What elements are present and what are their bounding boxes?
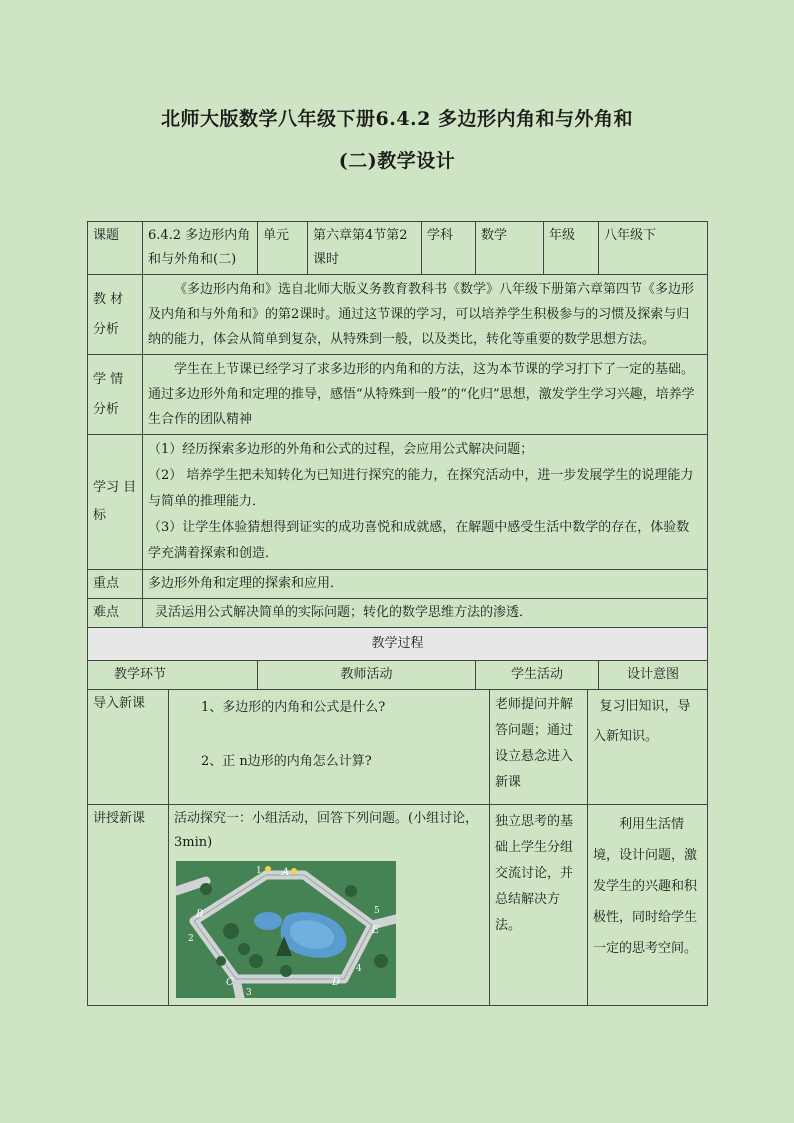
column-intent: 设计意图 xyxy=(599,661,708,690)
map-point-label: E xyxy=(372,925,380,936)
process-columns-row xyxy=(88,661,708,690)
teacher-teaching xyxy=(169,805,490,1006)
course-label: 课题 xyxy=(88,222,143,275)
difficulty-row xyxy=(88,599,708,628)
teacher-intro xyxy=(169,690,490,805)
column-student: 学生活动 xyxy=(476,661,599,690)
intent-intro: 复习旧知识，导入新知识。 xyxy=(588,690,708,805)
student-teaching: 独立思考的基础上学生分组交流讨论，并总结解决方法。 xyxy=(490,805,588,1006)
key-point-label: 重点 xyxy=(88,570,143,599)
stage-intro: 导入新课 xyxy=(88,690,169,805)
subject-label: 学科 xyxy=(422,222,476,275)
activity-text: 活动探究一：小组活动，回答下列问题。(小组讨论，3min) xyxy=(174,811,479,850)
document-title-line2: (二)教学设计 xyxy=(338,150,456,172)
lesson-plan-table xyxy=(87,221,708,690)
map-point-label: D xyxy=(332,977,341,988)
map-number-label: 1 xyxy=(256,866,262,876)
grade-label: 年级 xyxy=(544,222,599,275)
student-analysis-row xyxy=(88,355,708,435)
difficulty-label: 难点 xyxy=(88,599,143,628)
map-number-label: 3 xyxy=(246,988,252,998)
park-map-image xyxy=(176,861,396,998)
map-point-label: B xyxy=(196,909,204,920)
process-row-intro xyxy=(88,690,708,805)
intent-teaching: 利用生活情境，设计问题，激发学生的兴趣和积极性，同时给学生一定的思考空间。 xyxy=(588,805,708,1006)
teacher-question: 2、正 n边形的内角怎么计算? xyxy=(201,754,372,769)
textbook-analysis-row xyxy=(88,275,708,355)
map-point-label: A xyxy=(282,867,290,878)
student-analysis-label: 学 情 分析 xyxy=(88,355,143,435)
map-point-label: C xyxy=(226,977,234,988)
process-row-teaching xyxy=(88,805,708,1006)
document-title-line1: 北师大版数学八年级下册6.4.2 多边形内角和与外角和 xyxy=(160,108,633,130)
subject-value: 数学 xyxy=(476,222,544,275)
learning-goals-list xyxy=(143,435,708,570)
process-heading-row xyxy=(88,628,708,661)
difficulty-text: 灵活运用公式解决简单的实际问题；转化的数学思维方法的渗透． xyxy=(143,599,708,628)
student-analysis-text: 学生在上节课已经学习了求多边形的内角和的方法，这为本节课的学习打下了一定的基础。通过多边形外角和定理的推导，感悟“从特殊到一般”的“化归”思想，激发学生学习兴趣，培养学生合作的团队精神 xyxy=(143,355,708,435)
unit-value: 第六章第4节第2课时 xyxy=(308,222,422,275)
key-point-row xyxy=(88,570,708,599)
goal-item: （3）让学生体验猜想得到证实的成功喜悦和成就感，在解题中感受生活中数学的存在，体验数学充满着探索和创造． xyxy=(148,520,690,561)
student-intro: 老师提问并解答问题；通过设立悬念进入新课 xyxy=(490,690,588,805)
textbook-analysis-text: 《多边形内角和》选自北师大版义务教育教科书《数学》八年级下册第六章第四节《多边形及内角和与外角和》的第2课时。通过这节课的学习，可以培养学生积极参与的习惯及探索与归纳的能力，体会从简单到复杂，从特殊到一般，以及类比，转化等重要的数学思想方法。 xyxy=(143,275,708,355)
process-heading: 教学过程 xyxy=(88,628,708,661)
grade-value: 八年级下 xyxy=(599,222,708,275)
learning-goals-label: 学习 目标 xyxy=(88,435,143,570)
unit-label: 单元 xyxy=(258,222,308,275)
textbook-analysis-label: 教 材 分析 xyxy=(88,275,143,355)
stage-teaching: 讲授新课 xyxy=(88,805,169,1006)
goal-item: （1）经历探索多边形的外角和公式的过程，会应用公式解决问题； xyxy=(148,442,534,457)
column-teacher: 教师活动 xyxy=(258,661,476,690)
map-number-label: 2 xyxy=(188,934,194,944)
column-stage: 教学环节 xyxy=(88,661,258,690)
map-number-label: 4 xyxy=(356,964,362,974)
course-value: 6.4.2 多边形内角和与外角和(二) xyxy=(143,222,258,275)
park-map-figure xyxy=(176,861,396,998)
key-point-text: 多边形外角和定理的探索和应用． xyxy=(143,570,708,599)
learning-goals-row xyxy=(88,435,708,570)
process-body-table xyxy=(87,689,708,1006)
header-row xyxy=(88,222,708,275)
teacher-question: 1、多边形的内角和公式是什么? xyxy=(201,700,386,715)
goal-item: （2） 培养学生把未知转化为已知进行探究的能力，在探究活动中，进一步发展学生的说理能力与简单的推理能力． xyxy=(148,468,694,509)
map-number-label: 5 xyxy=(374,906,380,916)
